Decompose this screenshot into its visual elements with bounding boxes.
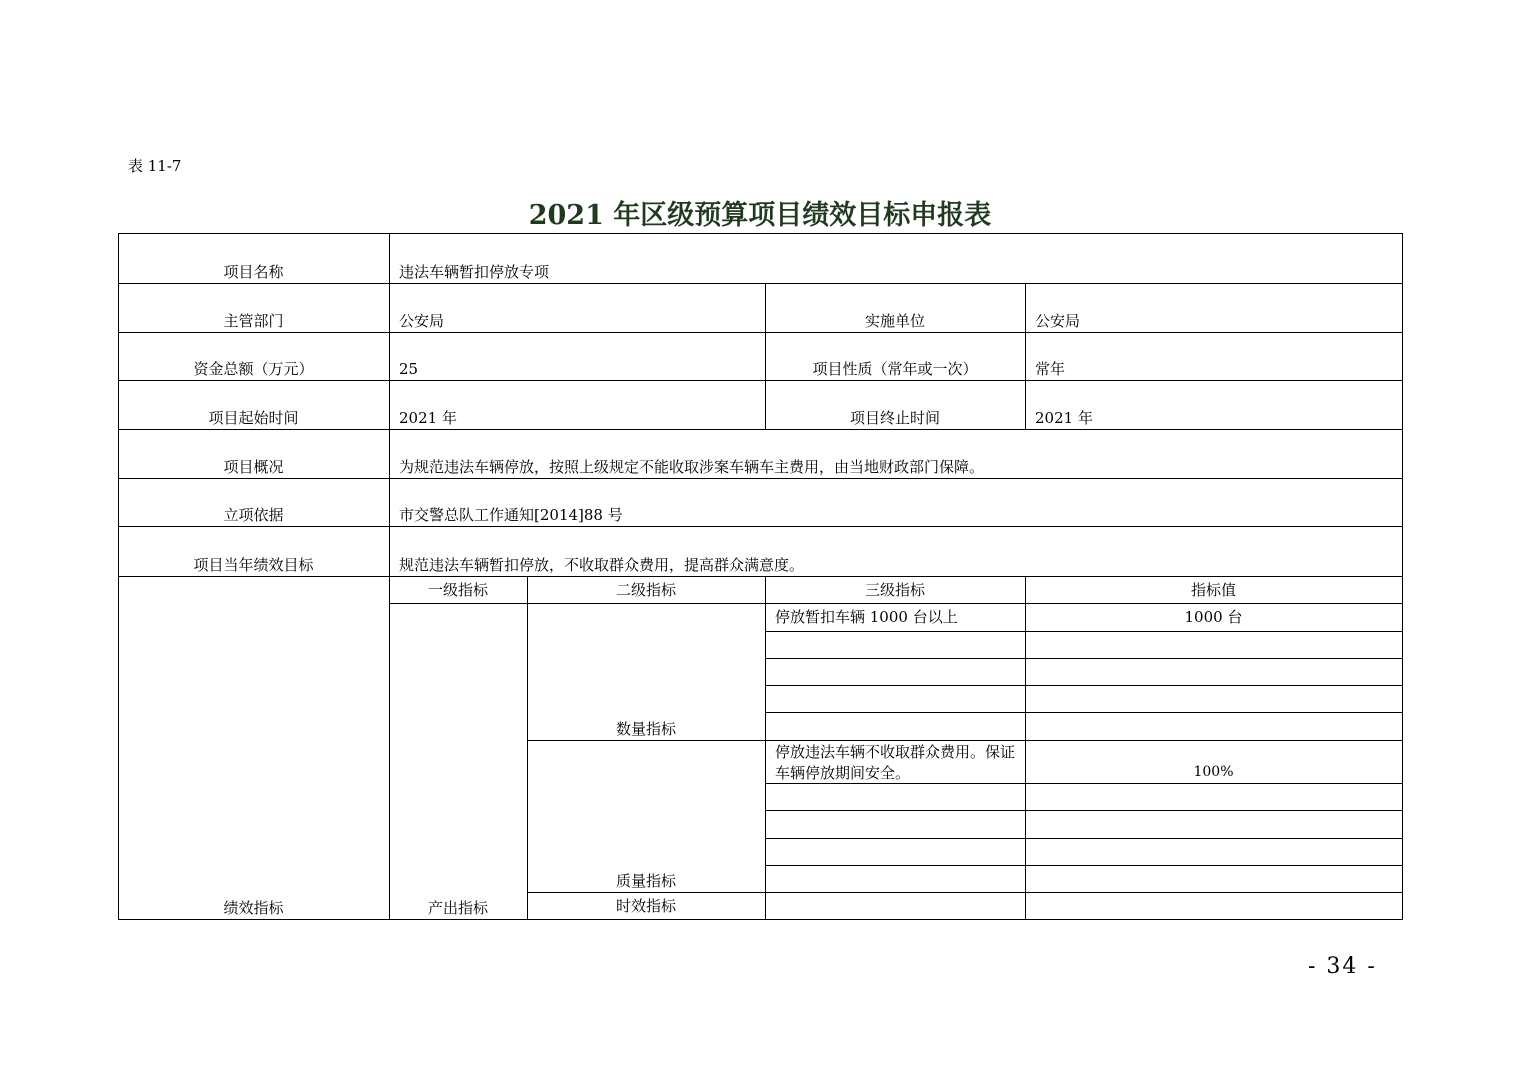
impl-unit-value: 公安局 [1035,312,1081,330]
end-time-label: 项目终止时间 [849,409,940,427]
header-value: 指标值 [1190,580,1236,599]
quality-row-name: 停放违法车辆不收取群众费用。保证车辆停放期间安全。 [775,743,1016,782]
table-border [1402,233,1403,920]
quantity-row-value [1025,685,1402,712]
quantity-row-value: 1000 台 [1184,608,1243,626]
nature-label: 项目性质（常年或一次） [812,360,978,378]
quality-row-value: 100% [1193,764,1234,780]
table-number-label: 表 11-7 [128,157,182,175]
quantity-row-value [1025,658,1402,685]
fund-label: 资金总额（万元） [193,360,314,378]
timeliness-row-name [765,892,1025,919]
start-time-label: 项目起始时间 [208,409,299,427]
quality-row-value [1025,838,1402,865]
quality-row-value [1025,810,1402,838]
annual-goal-value: 规范违法车辆暂扣停放，不收取群众费用，提高群众满意度。 [399,556,805,574]
dept-label: 主管部门 [223,312,284,330]
quality-row-name [765,838,1025,865]
quality-row-value [1025,865,1402,892]
timeliness-row-value [1025,892,1402,919]
quality-row-name [765,810,1025,838]
page-number: - 34 - [1308,954,1377,979]
header-level1: 一级指标 [427,580,488,599]
basis-label: 立项依据 [223,506,284,524]
quality-row-name [765,865,1025,892]
dept-value: 公安局 [399,312,445,330]
quantity-row-value [1025,712,1402,740]
overview-label: 项目概况 [223,458,284,476]
quantity-row-name [765,658,1025,685]
quality-indicator-label: 质量指标 [615,872,676,890]
project-name-value: 违法车辆暂扣停放专项 [399,263,550,281]
nature-value: 常年 [1035,360,1066,378]
quality-row-value [1025,783,1402,810]
impl-unit-label: 实施单位 [864,312,925,330]
fund-value: 25 [399,360,419,378]
document-title: 2021 年区级预算项目绩效目标申报表 [528,200,992,231]
quantity-row-name [765,712,1025,740]
table-border [118,919,1403,920]
annual-goal-label: 项目当年绩效目标 [193,556,314,574]
timeliness-indicator-label: 时效指标 [615,896,676,915]
header-level3: 三级指标 [864,580,925,599]
output-indicator-label: 产出指标 [427,899,488,917]
quality-row-name [765,783,1025,810]
start-time-value: 2021 年 [399,409,457,427]
overview-value: 为规范违法车辆停放，按照上级规定不能收取涉案车辆车主费用，由当地财政部门保障。 [399,458,985,476]
quantity-indicator-label: 数量指标 [615,720,676,738]
quantity-row-name [765,631,1025,658]
performance-indicators-label: 绩效指标 [223,899,284,917]
project-name-label: 项目名称 [223,263,284,281]
header-level2: 二级指标 [615,580,676,599]
quantity-row-name [765,685,1025,712]
quantity-row-value [1025,631,1402,658]
quantity-row-name: 停放暂扣车辆 1000 台以上 [775,608,958,626]
basis-value: 市交警总队工作通知[2014]88 号 [399,506,623,524]
end-time-value: 2021 年 [1035,409,1093,427]
